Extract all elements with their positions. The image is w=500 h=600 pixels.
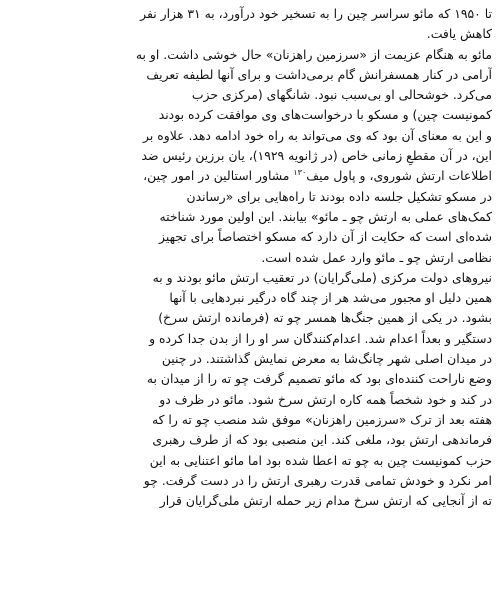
paragraph-start-line: نیروهای دولت مرکزی (ملی‌گرایان) در تعقیب ارتش مائو بودند و به [152,269,492,285]
text-line: وضع ناراحت کننده‌ای بود که مائو تصمیم گرفت چو ته را از میدان به [146,371,492,387]
text-line: امر نکرد و خودش تمامی قدرت رهبری ارتش را در دست گرفت. چو [143,472,492,488]
text-line: ته از آنجایی که ارتش سرخ مدام زیر حمله ارتش ملی‌گرایان قرار [159,493,492,509]
text-line: آرامی در کنار همسفرانش گام برمی‌داشت و برای آنها لطیفه تعریف [146,66,492,82]
text-line: دستگیر و بعداً اعدام شد. اعدام‌کنندگان سر او را از بدن جدا کرده و [149,330,492,346]
text-line: تا ۱۹۵۰ که مائو سراسر چین را به تسخیر خود درآورد، به ۳۱ هزار نفر [140,6,492,21]
text-segment: مشاور استالین در امور چین، [143,168,294,184]
text-line: نظامی ارتش چو ـ مائو وارد عمل شده است. [261,249,492,265]
text-line: کاهش یافت. [426,26,492,42]
text-line: در میدان اصلی شهر چانگ‌شا به معرض نمایش گذاشتند. در چنین [161,351,492,367]
text-segment: اطلاعات ارتش شوروی، و پاول میف [306,168,492,184]
text-line-with-footnote [8,166,492,186]
text-line: بشود. در یکی از همین جنگ‌ها همسر چو ته (فرمانده ارتش سرخ) [158,310,492,326]
text-line: کمونیست چین) و مسکو با درخواست‌های وی موافقت کرده بودند [158,107,492,123]
paragraph-start-line: مائو به هنگام عزیمت از «سرزمین راهزنان» حال خوشی داشت. او به [135,46,492,62]
text-line: حزب کمونیست چین به چو ته اعطا شده بود اما مائو اعتنایی به این [149,452,492,468]
text-line: همین دلیل او مجبور می‌شد هر از چند گاه درگیر نبردهایی با آنها [169,290,492,306]
text-line: فرماندهی ارتش بود، ملغی کند. این منصبی بود که از طرف رهبری [152,432,492,448]
text-line: شده‌ای است که حکایت از آن دارد که مسکو اختصاصاً برای تجهیز [159,229,492,245]
text-line: و این به معنای آن بود که وی می‌تواند به راه خود ادامه دهد. علاوه بر [143,127,492,143]
footnote-marker: ۱۳۰ [293,168,307,178]
text-line: هفته بعد از ترک «سرزمین راهزنان» موفق شد منصب چو ته را که [151,411,492,427]
text-line: این، در آن مقطعِ زمانی خاص (در ژانویه ۱۹۲۹)، یان برزین رئیس ضد [141,148,492,164]
text-line: می‌کرد. خوشحالی او بی‌سبب نبود. شانگهای (مرکزی حزب [191,87,492,103]
text-line: در مسکو تشکیل جلسه داده بودند تا راه‌هایی برای «رساندن [186,188,492,204]
text-line: کمک‌های عملی به ارتش چو ـ مائو» بیابند. این اولین مورد شناخته [159,208,492,224]
text-line: در کند و خود شخصاً همه کاره ارتش سرخ شود. مائو در ظرف دو [159,391,492,407]
body-text [8,4,492,511]
